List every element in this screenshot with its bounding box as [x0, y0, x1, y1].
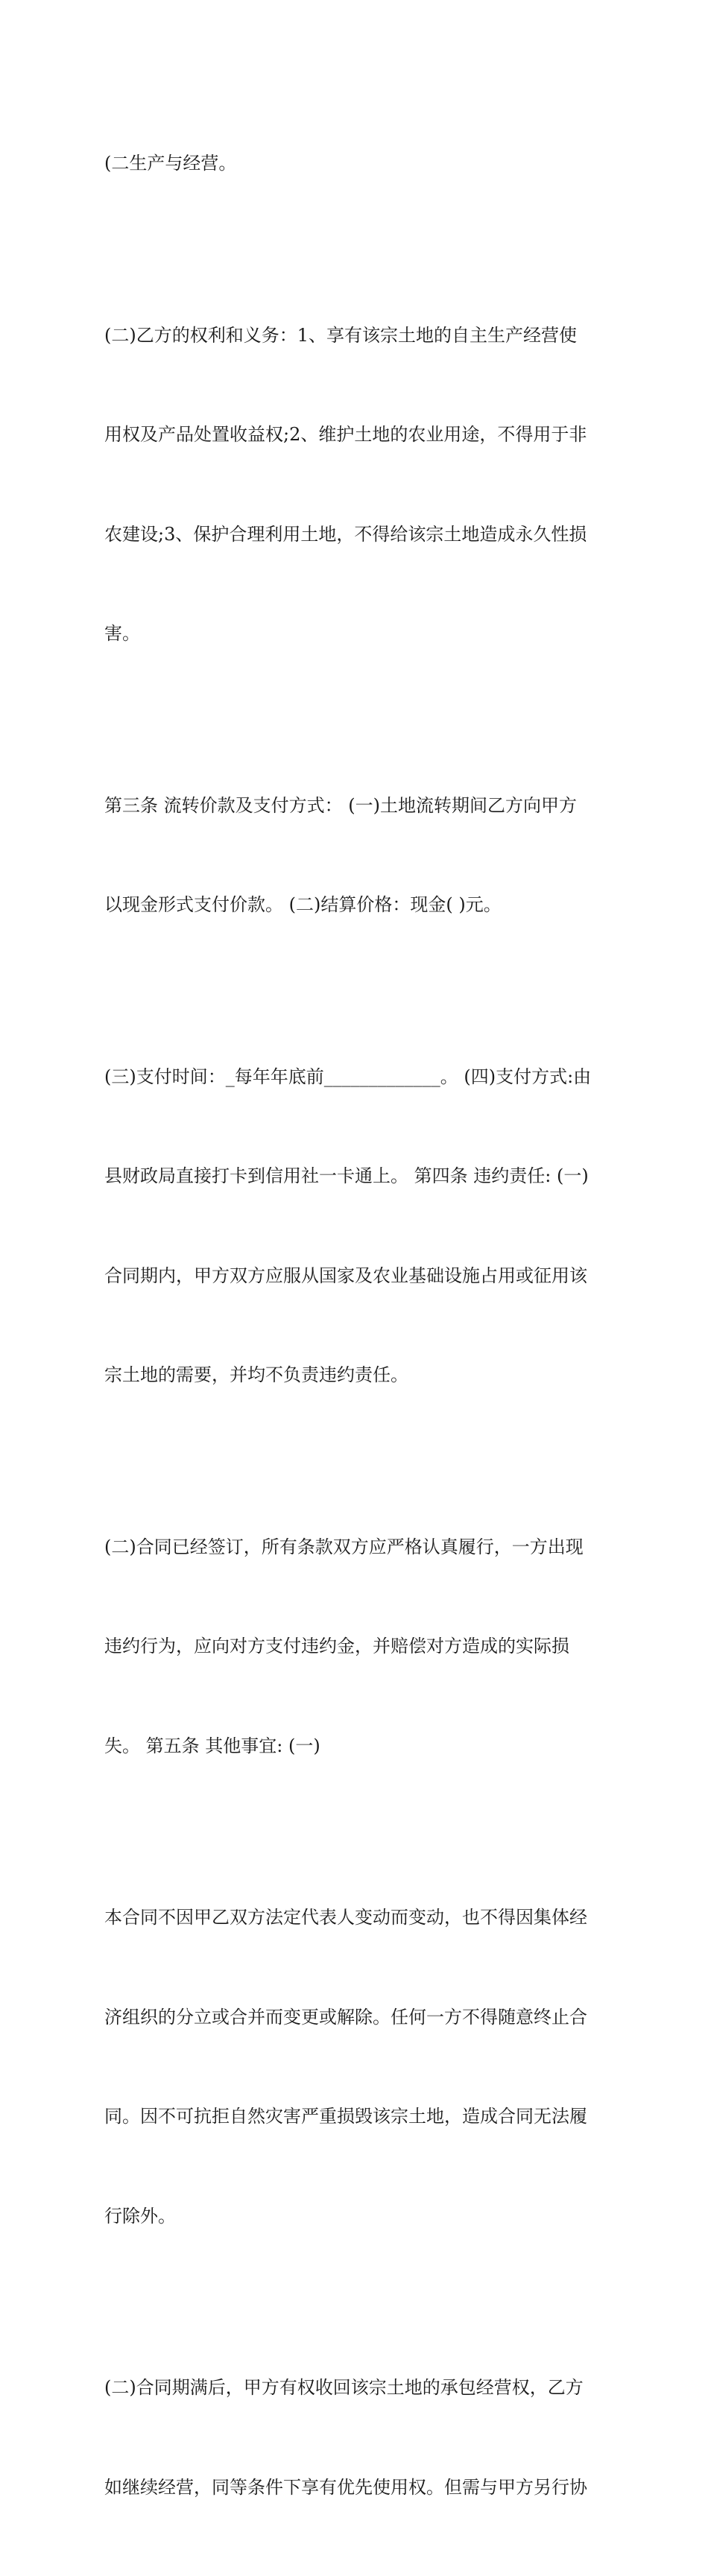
paragraph-production	[104, 80, 607, 247]
text-line: 第三条 流转价款及支付方式： (一)土地流转期间乙方向甲方	[104, 794, 577, 816]
text-line: 害。	[104, 623, 140, 644]
paragraph-party-b-rights	[104, 253, 607, 717]
text-line: 以现金形式支付价款。 (二)结算价格：现金( )元。	[104, 894, 502, 915]
paragraph-contract-expiry	[104, 2305, 607, 2570]
text-line: 失。 第五条 其他事宜: (一)	[104, 1735, 320, 1756]
text-line: (二)合同期满后，甲方有权收回该宗土地的承包经营权，乙方	[104, 2377, 584, 2398]
paragraph-payment-time-and-article-4	[104, 994, 607, 1458]
paragraph-article-3-payment	[104, 723, 607, 988]
text-line: (二生产与经营。	[104, 153, 237, 174]
paragraph-contract-stability	[104, 1835, 607, 2299]
text-line: 农建设;3、保护合理利用土地，不得给该宗土地造成永久性损	[104, 523, 587, 545]
paragraph-breach-and-article-5	[104, 1464, 607, 1829]
text-line: 济组织的分立或合并而变更或解除。任何一方不得随意终止合	[104, 2006, 587, 2028]
text-line: 如继续经营，同等条件下享有优先使用权。但需与甲方另行协	[104, 2476, 587, 2498]
text-line: 合同期内，甲方双方应服从国家及农业基础设施占用或征用该	[104, 1265, 587, 1286]
text-line: 行除外。	[104, 2205, 176, 2227]
text-line: 违约行为，应向对方支付违约金，并赔偿对方造成的实际损	[104, 1636, 569, 1656]
document-body	[104, 80, 607, 2576]
text-line: 宗土地的需要，并均不负责违约责任。	[104, 1364, 408, 1385]
text-line: 县财政局直接打卡到信用社一卡通上。 第四条 违约责任: (一)	[104, 1165, 589, 1186]
text-line: (三)支付时间：_每年年底前_____________。 (四)支付方式:由	[104, 1066, 592, 1087]
text-line: 同。因不可抗拒自然灾害严重损毁该宗土地，造成合同无法履	[104, 2106, 587, 2127]
text-line: (二)乙方的权利和义务：1、享有该宗土地的自主生产经营使	[104, 324, 577, 346]
text-line: 用权及产品处置收益权;2、维护土地的农业用途，不得用于非	[104, 424, 587, 445]
text-line: 本合同不因甲乙双方法定代表人变动而变动，也不得因集体经	[104, 1907, 587, 1928]
text-line: (二)合同已经签订，所有条款双方应严格认真履行，一方出现	[104, 1536, 584, 1557]
